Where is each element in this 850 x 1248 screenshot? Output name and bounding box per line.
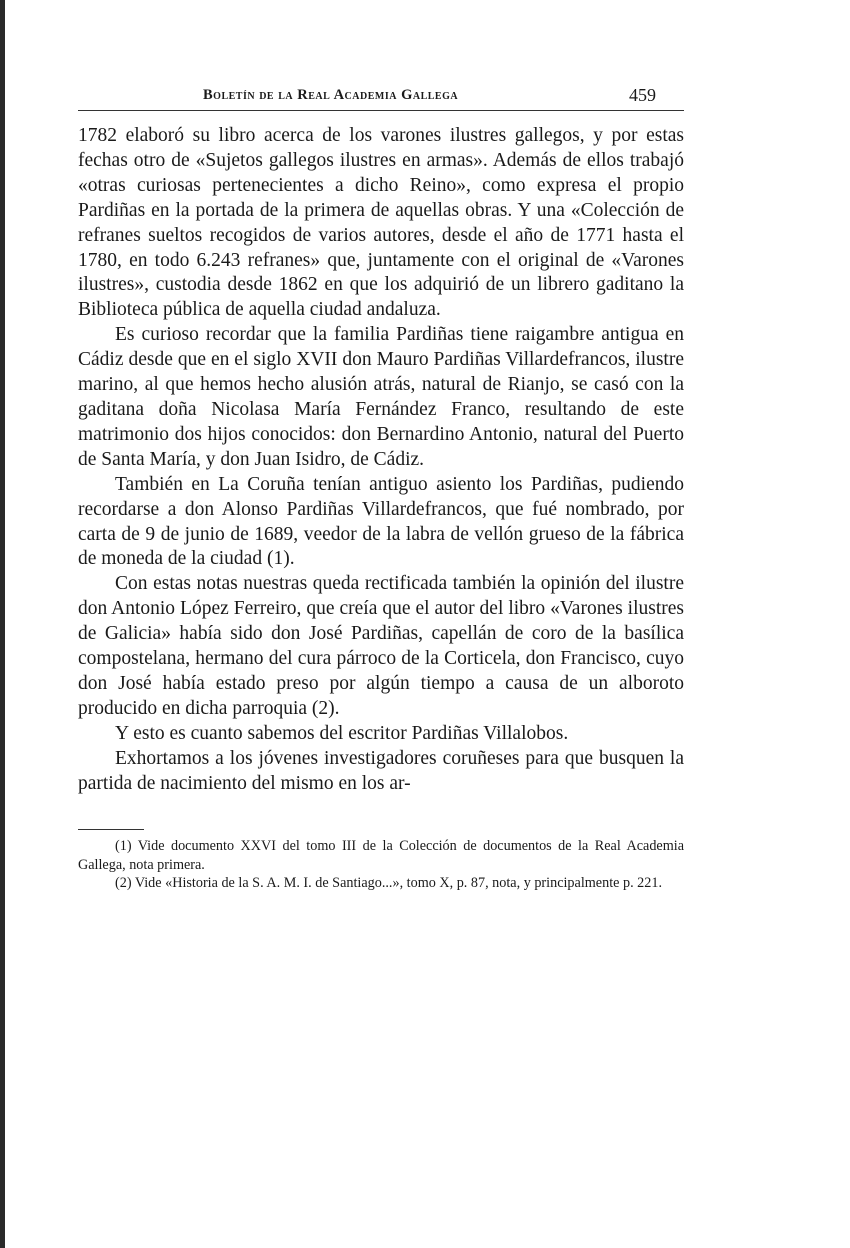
footnote-2: (2) Vide «Historia de la S. A. M. I. de Santiago...», tomo X, p. 87, nota, y principalmente p. 221. bbox=[115, 875, 662, 892]
paragraph-3: También en La Coruña tenían antiguo asiento los Pardiñas, pudiendo recordarse a don Alonso Pardiñas Villardefrancos, que fué nombrado, por carta de 9 de junio de 1689, veedor de la labra de vellón grueso de la fábrica de moneda de la ciudad (1). bbox=[78, 473, 684, 570]
footnotes bbox=[78, 837, 684, 893]
running-header bbox=[78, 78, 684, 111]
page-number: 459 bbox=[629, 85, 656, 105]
body-text bbox=[78, 124, 684, 796]
footnote-divider bbox=[78, 829, 144, 830]
paragraph-1: 1782 elaboró su libro acerca de los varones ilustres gallegos, y por estas fechas otro de «Sujetos gallegos ilustres en armas». Además de ellos trabajó «otras curiosas pertenecientes a dicho Reino», como expresa el propio Pardiñas en la portada de la primera de aquellas obras. Y una «Colección de refranes sueltos recogidos de varios autores, desde el año de 1771 hasta el 1780, en todo 6.243 refranes» que, juntamente con el original de «Varones ilustres», custodia desde 1862 en que los adquirió de un librero gaditano la Biblioteca pública de aquella ciudad andaluza. bbox=[78, 125, 684, 321]
book-page bbox=[78, 78, 684, 893]
footnote-1: (1) Vide documento XXVI del tomo III de la Colección de documentos de la Real Academia Gallega, nota primera. bbox=[78, 838, 684, 873]
paragraph-2: Es curioso recordar que la familia Pardiñas tiene raigambre antigua en Cádiz desde que en el siglo XVII don Mauro Pardiñas Villardefrancos, ilustre marino, al que hemos hecho alusión atrás, natural de Rianjo, se casó con la gaditana doña Nicolasa María Fernández Franco, resultando de este matrimonio dos hijos conocidos: don Bernardino Antonio, natural del Puerto de Santa María, y don Juan Isidro, de Cádiz. bbox=[78, 324, 684, 470]
paragraph-5: Y esto es cuanto sabemos del escritor Pardiñas Villalobos. bbox=[115, 722, 569, 744]
page-binding-edge bbox=[0, 0, 5, 1248]
paragraph-4: Con estas notas nuestras queda rectificada también la opinión del ilustre don Antonio López Ferreiro, que creía que el autor del libro «Varones ilustres de Galicia» había sido don José Pardiñas, capellán de coro de la basílica compostelana, hermano del cura párroco de la Corticela, don Francisco, cuyo don José había estado preso por algún tiempo a causa de un alboroto producido en dicha parroquia (2). bbox=[78, 573, 684, 719]
running-title: Boletín de la Real Academia Gallega bbox=[203, 87, 459, 103]
paragraph-6: Exhortamos a los jóvenes investigadores coruñeses para que busquen la partida de nacimiento del mismo en los ar- bbox=[78, 747, 684, 794]
